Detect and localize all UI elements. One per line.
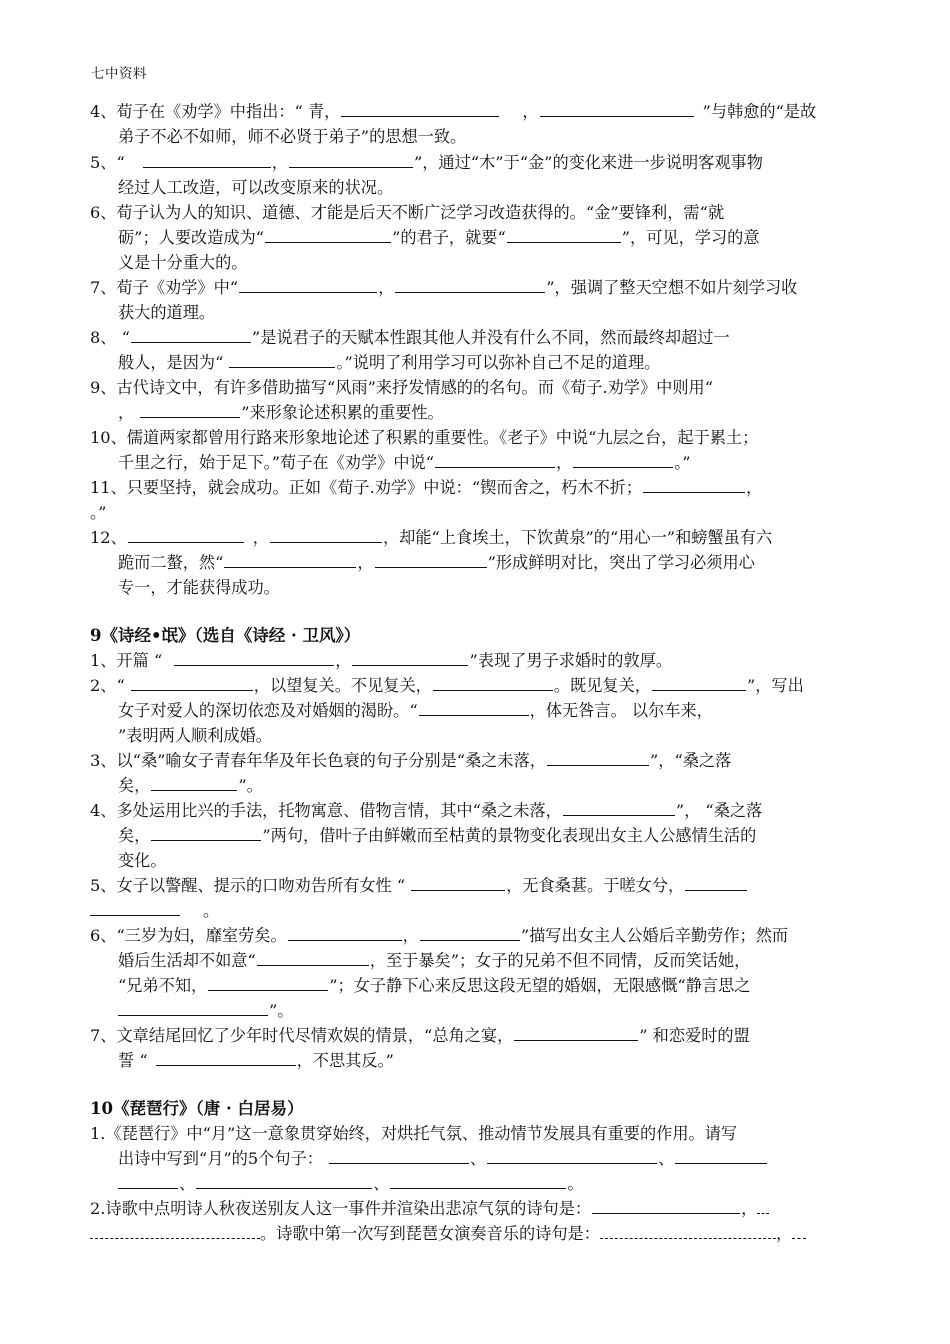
question-7-line-1: 7、荀子《劝学》中“ ， ”，强调了整天空想不如片刻学习收 (90, 278, 798, 297)
answer-blank[interactable] (257, 950, 369, 966)
section-title-shijing: 9《诗经•氓》（选自《诗经 · 卫风》） (90, 626, 361, 645)
answer-blank[interactable] (675, 1148, 767, 1164)
shijing-q2-line-2: 女子对爱人的深切依恋及对婚姻的渴盼。“ ，体无咎言。 以尔车来， (118, 701, 713, 720)
answer-blank[interactable] (514, 1025, 638, 1041)
question-12-line-2: 跪而二螯，然“ ， ”形成鲜明对比，突出了学习必须用心 (118, 553, 755, 572)
shijing-q5-line-1: 5、女子以警醒、提示的口吻劝告所有女性 “ ，无食桑葚。于嗟女兮， (90, 875, 870, 896)
answer-blank[interactable] (208, 975, 328, 991)
answer-blank[interactable] (643, 477, 745, 493)
question-11-line-2: 。” (90, 503, 107, 522)
answer-blank[interactable] (270, 527, 382, 543)
answer-blank[interactable] (600, 1223, 776, 1239)
shijing-q4-line-3: 变化。 (118, 851, 167, 870)
answer-blank[interactable] (128, 527, 244, 543)
answer-blank[interactable] (352, 650, 468, 666)
question-9-line-1: 9、古代诗文中，有许多借助描写“风雨”来抒发情感的的名句。而《荀子.劝学》中则用“ (90, 378, 714, 397)
answer-blank[interactable] (395, 277, 545, 293)
answer-blank[interactable] (265, 227, 391, 243)
question-11-line-1: 11、只要坚持，就会成功。正如《荀子.劝学》中说：“锲而舍之，朽木不折； ， (90, 478, 763, 497)
answer-blank[interactable] (507, 227, 621, 243)
question-9-line-2: ， ”来形象论述积累的重要性。 (118, 403, 444, 422)
answer-blank[interactable] (174, 650, 334, 666)
question-6-line-3: 义是十分重大的。 (118, 253, 248, 272)
pipa-q1-line-1: 1.《琵琶行》中“月”这一意象贯穿始终，对烘托气氛、推动情节发展具有重要的作用。请写 (90, 1124, 738, 1143)
answer-blank[interactable] (151, 775, 237, 791)
answer-blank[interactable] (563, 800, 675, 816)
pipa-q2-line-1: 2.诗歌中点明诗人秋夜送别友人这一事件并渲染出悲凉气氛的诗句是： ， (90, 1198, 870, 1219)
question-10-line-2: 千里之行，始于足下。”荀子在《劝学》中说“ ， 。” (118, 453, 691, 472)
answer-blank[interactable] (547, 750, 649, 766)
question-8-line-2: 般人，是因为“ 。”说明了利用学习可以弥补自己不足的道理。 (118, 353, 661, 372)
answer-blank[interactable] (288, 925, 402, 941)
shijing-q6-line-1: 6、“三岁为妇，靡室劳矣。 ， ”描写出女主人公婚后辛勤劳作；然而 (90, 926, 789, 945)
answer-blank[interactable] (685, 875, 747, 891)
shijing-q2-line-3: ”表明两人顺利成婚。 (118, 726, 272, 745)
pipa-q2-line-2: 。诗歌中第一次写到琵琶女演奏音乐的诗句是： ， (90, 1223, 870, 1244)
question-5-line-2: 经过人工改造，可以改变原来的状况。 (118, 178, 394, 197)
answer-blank[interactable] (156, 1050, 296, 1066)
page-header: 七中资料 (91, 66, 147, 82)
question-4-line-2: 弟子不必不如师，师不必贤于弟子”的思想一致。 (118, 127, 467, 146)
answer-blank[interactable] (90, 900, 180, 916)
answer-blank[interactable] (140, 402, 240, 418)
answer-blank[interactable] (239, 277, 377, 293)
answer-blank[interactable] (118, 1000, 268, 1016)
answer-blank[interactable] (652, 675, 746, 691)
question-8-line-1: 8、 “ ”是说君子的天赋本性跟其他人并没有什么不同，然而最终却超过一 (90, 328, 730, 347)
shijing-q6-line-4: ”。 (118, 1000, 898, 1021)
answer-blank[interactable] (143, 152, 271, 168)
answer-blank[interactable] (131, 675, 253, 691)
answer-blank[interactable] (196, 1173, 372, 1189)
answer-blank[interactable] (435, 452, 555, 468)
question-12-line-3: 专一，才能获得成功。 (118, 578, 280, 597)
pipa-q1-line-2: 出诗中写到“月”的5个句子： 、 、 (118, 1148, 898, 1169)
answer-blank[interactable] (487, 1148, 657, 1164)
shijing-q3-line-1: 3、以“桑”喻女子青春年华及年长色衰的句子分别是“桑之未落， ”，“桑之落 (90, 751, 732, 770)
answer-blank[interactable] (131, 327, 251, 343)
question-6-line-1: 6、荀子认为人的知识、道德、才能是后天不断广泛学习改造获得的。“金”要锋利，需“就 (90, 203, 725, 222)
shijing-q1-line-1: 1、开篇 “ ， ”表现了男子求婚时的敦厚。 (90, 651, 673, 670)
answer-blank[interactable] (329, 1148, 469, 1164)
shijing-q2-line-1: 2、“ ，以望复关。不见复关， 。既见复关， ”，写出 (90, 676, 804, 695)
answer-blank[interactable] (229, 352, 335, 368)
answer-blank[interactable] (792, 1223, 806, 1239)
shijing-q3-line-2: 矣， ”。 (118, 776, 263, 795)
answer-blank[interactable] (592, 1198, 740, 1214)
question-10-line-1: 10、儒道两家都曾用行路来形象地论述了积累的重要性。《老子》中说“九层之台，起于累土； (90, 428, 759, 447)
section-title-pipa: 10《琵琶行》（唐 · 白居易） (90, 1099, 304, 1118)
shijing-q4-line-1: 4、多处运用比兴的手法，托物寓意、借物言情，其中“桑之未落， ”， “桑之落 (90, 801, 763, 820)
question-7-line-2: 获大的道理。 (118, 303, 216, 322)
shijing-q4-line-2: 矣， ”两句，借叶子由鲜嫩而至枯黄的景物变化表现出女主人公感情生活的 (118, 826, 757, 845)
answer-blank[interactable] (573, 452, 673, 468)
question-4-line-1: 4、荀子在《劝学》中指出：“ 青， ， ”与韩愈的“是故 (90, 102, 817, 121)
answer-blank[interactable] (433, 675, 553, 691)
answer-blank[interactable] (90, 1223, 260, 1239)
pipa-q1-line-3: 、 、 。 (118, 1173, 898, 1194)
answer-blank[interactable] (341, 101, 499, 117)
answer-blank[interactable] (419, 700, 529, 716)
answer-blank[interactable] (757, 1198, 769, 1214)
question-5-line-1: 5、“ ， ”，通过“木”于“金”的变化来进一步说明客观事物 (90, 153, 763, 172)
question-12-line-1: 12、 ， ，却能“上食埃土，下饮黄泉”的“用心一”和螃蟹虽有六 (90, 528, 773, 547)
shijing-q7-line-2: 誓 “ ，不思其反。” (118, 1051, 394, 1070)
answer-blank[interactable] (151, 825, 261, 841)
shijing-q5-line-2: 。 (90, 900, 870, 921)
answer-blank[interactable] (420, 925, 520, 941)
question-6-line-2: 砺”；人要改造成为“ ”的君子，就要“ ”，可见，学习的意 (118, 228, 760, 247)
answer-blank[interactable] (289, 152, 413, 168)
shijing-q6-line-2: 婚后生活却不如意“ ，至于暴矣”；女子的兄弟不但不同情，反而笑话她， (118, 951, 751, 970)
answer-blank[interactable] (540, 101, 694, 117)
shijing-q7-line-1: 7、文章结尾回忆了少年时代尽情欢娱的情景，“总角之宴， ” 和恋爱时的盟 (90, 1026, 750, 1045)
shijing-q6-line-3: “兄弟不知， ”；女子静下心来反思这段无望的婚姻，无限感慨“静言思之 (118, 976, 751, 995)
answer-blank[interactable] (118, 1173, 178, 1189)
answer-blank[interactable] (390, 1173, 566, 1189)
answer-blank[interactable] (411, 875, 505, 891)
answer-blank[interactable] (224, 552, 356, 568)
answer-blank[interactable] (375, 552, 487, 568)
